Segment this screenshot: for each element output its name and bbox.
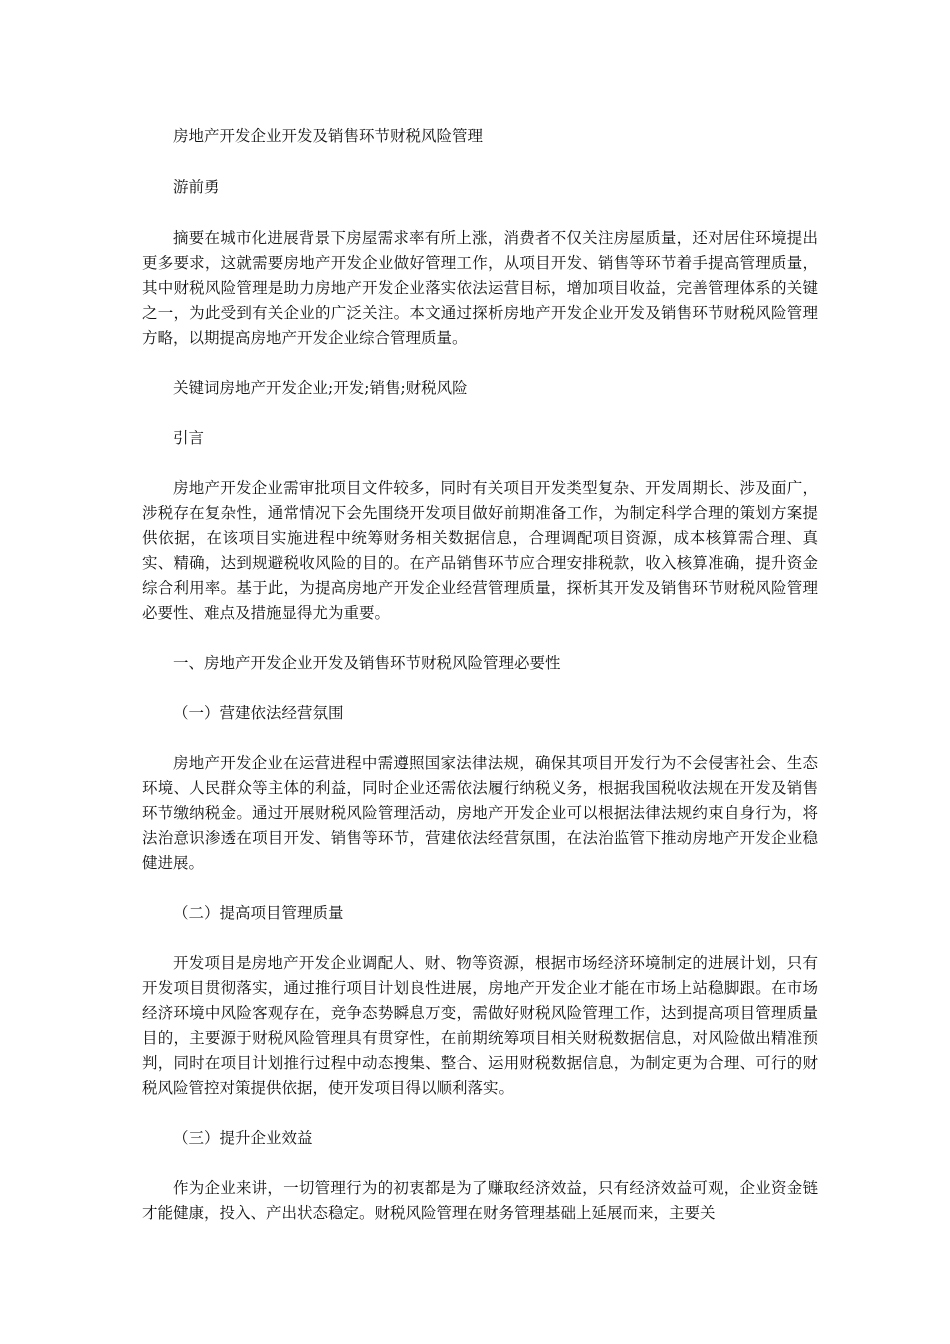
subsection-heading-3: （三）提升企业效益 — [173, 1129, 313, 1147]
subsection-heading-2: （二）提高项目管理质量 — [173, 904, 344, 922]
document-page — [142, 124, 818, 1251]
subsection-heading-1: （一）营建依法经营氛围 — [173, 704, 344, 722]
abstract-paragraph: 摘要在城市化进展背景下房屋需求率有所上涨，消费者不仅关注房屋质量，还对居住环境提出更多要求，这就需要房地产开发企业做好管理工作，从项目开发、销售等环节着手提高管理质量，其中财税风险管理是助力房地产开发企业落实依法运营目标，增加项目收益，完善管理体系的关键之一，为此受到有关企业的广泛关注。本文通过探析房地产开发企业开发及销售环节财税风险管理方略，以期提高房地产开发企业综合管理质量。 — [142, 229, 818, 347]
intro-paragraph: 房地产开发企业需审批项目文件较多，同时有关项目开发类型复杂、开发周期长、涉及面广，涉税存在复杂性，通常情况下会先围绕开发项目做好前期准备工作，为制定科学合理的策划方案提供依据，在该项目实施进程中统筹财务相关数据信息，合理调配项目资源，成本核算需合理、真实、精确，达到规避税收风险的目的。在产品销售环节应合理安排税款，收入核算准确，提升资金综合利用率。基于此，为提高房地产开发企业经营管理质量，探析其开发及销售环节财税风险管理必要性、难点及措施显得尤为重要。 — [142, 479, 818, 622]
subsection-paragraph-1: 房地产开发企业在运营进程中需遵照国家法律法规，确保其项目开发行为不会侵害社会、生态环境、人民群众等主体的利益，同时企业还需依法履行纳税义务，根据我国税收法规在开发及销售环节缴纳税金。通过开展财税风险管理活动，房地产开发企业可以根据法律法规约束自身行为，将法治意识渗透在项目开发、销售等环节，营建依法经营氛围，在法治监管下推动房地产开发企业稳健进展。 — [142, 754, 818, 872]
subsection-paragraph-2: 开发项目是房地产开发企业调配人、财、物等资源，根据市场经济环境制定的进展计划，只有开发项目贯彻落实，通过推行项目计划良性进展，房地产开发企业才能在市场上站稳脚跟。在市场经济环境中风险客观存在，竞争态势瞬息万变，需做好财税风险管理工作，达到提高项目管理质量目的，主要源于财税风险管理具有贯穿性，在前期统筹项目相关财税数据信息，对风险做出精准预判，同时在项目计划推行过程中动态搜集、整合、运用财税数据信息，为制定更为合理、可行的财税风险管控对策提供依据，使开发项目得以顺利落实。 — [142, 954, 818, 1097]
subsection-paragraph-3: 作为企业来讲，一切管理行为的初衷都是为了赚取经济效益，只有经济效益可观，企业资金链才能健康，投入、产出状态稳定。财税风险管理在财务管理基础上延展而来，主要关 — [142, 1179, 818, 1222]
document-title: 房地产开发企业开发及销售环节财税风险管理 — [173, 127, 484, 145]
keywords-line: 关键词房地产开发企业;开发;销售;财税风险 — [173, 379, 468, 397]
intro-heading: 引言 — [173, 429, 205, 447]
document-author: 游前勇 — [173, 178, 220, 196]
section-heading-1: 一、房地产开发企业开发及销售环节财税风险管理必要性 — [173, 654, 561, 672]
